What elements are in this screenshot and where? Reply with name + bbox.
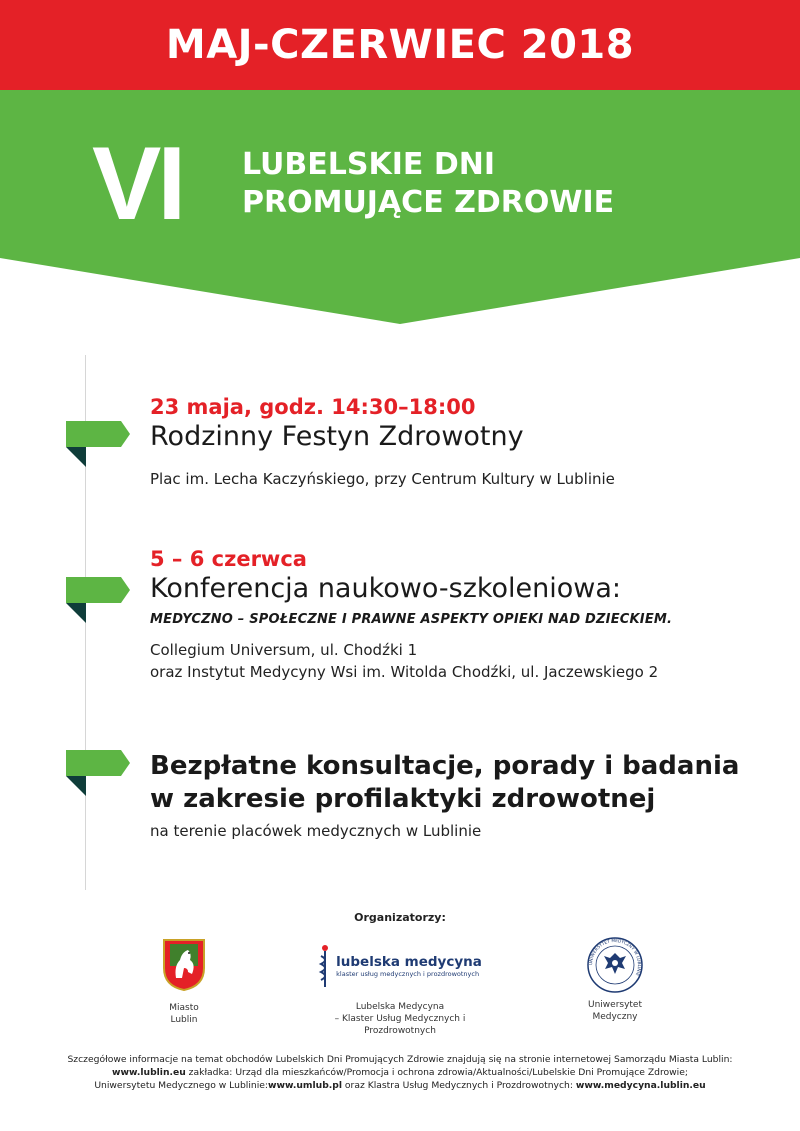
city-label-line1: Miasto (169, 1003, 199, 1013)
university-label-line1: Uniwersytet (588, 1000, 642, 1010)
event-name-line2: PROMUJĄCE ZDROWIE (242, 185, 615, 220)
event-entry-konsultacje (150, 750, 739, 842)
event-name (242, 146, 614, 222)
event-location (150, 639, 672, 683)
cluster-label-line1: Lubelska Medycyna (355, 1002, 445, 1012)
organizer-cluster (300, 943, 500, 1037)
event-entry-festyn (150, 394, 615, 490)
event-subtitle: MEDYCZNO – SPOŁECZNE I PRAWNE ASPEKTY OPIEKI NAD DZIECKIEM. (150, 612, 673, 627)
footer-line3-start: Uniwersytetu Medycznego w Lublinie: (94, 1080, 269, 1091)
cluster-label-line2: – Klaster Usług Medycznych i Prozdrowotnych (334, 1014, 466, 1036)
caduceus-icon (318, 944, 332, 988)
event-entry-konferencja (150, 546, 672, 683)
footer-line3-mid: oraz Klastra Usług Medycznych i Prozdrowotnych: (342, 1080, 576, 1091)
event-name-line1: LUBELSKIE DNI (242, 147, 496, 182)
organizers-label: Organizatorzy: (354, 911, 446, 924)
edition-number: VI (92, 126, 183, 242)
event-date: 5 – 6 czerwca (150, 547, 307, 571)
top-banner (0, 0, 800, 90)
event-title: Konferencja naukowo-szkoleniowa: (150, 573, 622, 604)
seal-text: UNIWERSYTET MEDYCZNY W LUBLINIE (588, 938, 642, 977)
cluster-logo (300, 943, 500, 989)
event-title: Rodzinny Festyn Zdrowotny (150, 421, 524, 452)
timeline-flag-icon (66, 421, 130, 469)
cluster-logo-subtitle: klaster usług medycznych i prozdrowotnych (336, 969, 480, 978)
date-range-title: MAJ-CZERWIEC 2018 (165, 22, 635, 68)
cluster-logo-title: lubelska medycyna (336, 953, 482, 970)
university-label-line2: Medyczny (592, 1012, 638, 1022)
event-date: 23 maja, godz. 14:30–18:00 (150, 395, 476, 419)
event-title-line1: Bezpłatne konsultacje, porady i badania (150, 751, 740, 781)
footer-line2-text: zakładka: Urząd dla mieszkańców/Promocja i ochrona zdrowia/Aktualności/Lubelskie Dni Promujące Zdrowie; (185, 1067, 688, 1078)
organizer-city (143, 938, 225, 1026)
footer-line3 (0, 1079, 800, 1092)
organizer-university (575, 936, 655, 1023)
footer-link-lublin[interactable]: www.lublin.eu (112, 1067, 186, 1078)
footer-line2 (0, 1066, 800, 1079)
timeline-flag-icon (66, 577, 130, 625)
event-location: Plac im. Lecha Kaczyńskiego, przy Centrum Kultury w Lublinie (150, 470, 615, 488)
event-location: na terenie placówek medycznych w Lublinie (150, 822, 482, 840)
footer-info (0, 1053, 800, 1092)
footer-link-umlub[interactable]: www.umlub.pl (268, 1080, 342, 1091)
timeline-flag-icon (66, 750, 130, 798)
city-label-line2: Lublin (170, 1015, 198, 1025)
footer-line1: Szczegółowe informacje na temat obchodów Lubelskich Dni Promujących Zdrowie znajdują się na stronie internetowej Samorządu Miasta Lublin: (67, 1054, 733, 1065)
footer-link-medycyna[interactable]: www.medycyna.lublin.eu (575, 1080, 706, 1091)
event-location-line1: Collegium Universum, ul. Chodźki 1 (150, 641, 418, 659)
lublin-coat-of-arms-icon (162, 938, 206, 992)
university-seal-icon (586, 936, 644, 994)
event-title-line2: w zakresie profilaktyki zdrowotnej (150, 784, 656, 814)
event-location-line2: oraz Instytut Medycyny Wsi im. Witolda Chodźki, ul. Jaczewskiego 2 (150, 663, 659, 681)
